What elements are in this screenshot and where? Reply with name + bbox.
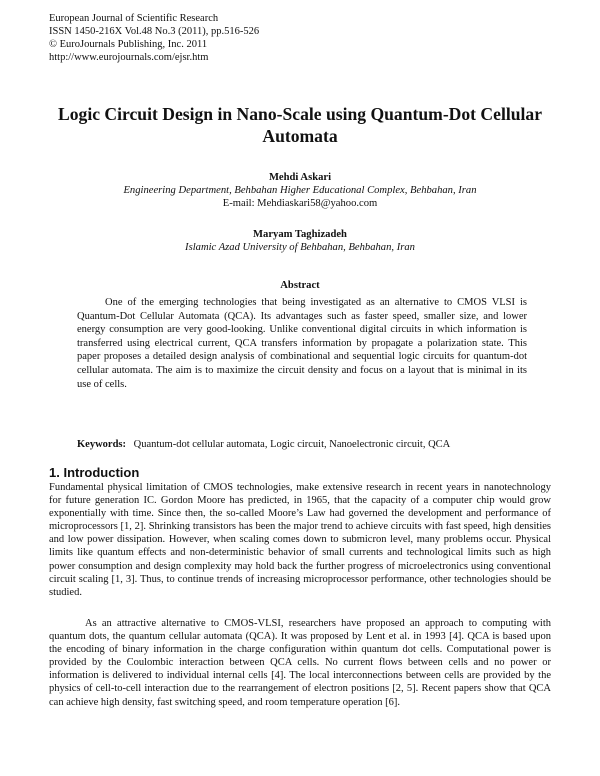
author-affiliation: Islamic Azad University of Behbahan, Behbahan, Iran [185,242,415,253]
author-email[interactable]: E-mail: Mehdiaskari58@yahoo.com [222,198,378,209]
keywords-line [77,439,450,450]
author-block-2 [30,228,570,254]
author-affiliation: Engineering Department, Behbahan Higher Educational Complex, Behbahan, Iran [123,185,477,196]
journal-header [49,12,259,64]
section-heading: 1. Introduction [49,465,140,480]
intro-paragraph-1: Fundamental physical limitation of CMOS technologies, make extensive research in recent years in nanotechnology for future generation IC. Gordon Moore has predicted, in 1965, that the capacity of a computer chip would grow exponentially with time. Since then, the so-called Moore’s Law had governed the development and performance of microprocessors [1, 2]. Shrinking transistors has been the major trend to achieve circuits with fast speed, high densities and low power dissipation. However, when scaling comes down to submicron level, many problems occur. Physical limits like quantum effects and non-deterministic behavior of small currents and technological limits such as high power consumption and design complexity may hold back the further progress of microelectronics using conventional circuit scaling [1, 3]. Thus, to continue trends of increasing microprocessor performance, other technologies should be studied. [49,482,551,598]
keywords-label: Keywords: [77,439,126,450]
keywords-text: Quantum-dot cellular automata, Logic circuit, Nanoelectronic circuit, QCA [133,439,451,450]
author-name: Mehdi Askari [268,172,332,183]
intro-paragraph-2: As an attractive alternative to CMOS-VLSI, researchers have proposed an approach to computing with quantum dots, the quantum cellular automata (QCA). It was proposed by Lent et al. in 1993 [4]. QCA is based upon the encoding of binary information in the charge configuration within quantum dot cells. Computational power is provided by the Coulombic interaction between QCA cells. No current flows between cells and no power or information is delivered to individual internal cells [4]. The local interconnections between cells are provided by the physics of cell-to-cell interaction due to the rearrangement of electron positions [2, 5]. Recent papers show that QCA can achieve high density, fast switching speed, and room temperature operation [6]. [49,618,551,708]
journal-issn: ISSN 1450-216X Vol.48 No.3 (2011), pp.516-526 [49,26,260,37]
journal-publisher: © EuroJournals Publishing, Inc. 2011 [49,39,208,50]
journal-name: European Journal of Scientific Research [49,13,219,24]
abstract-text: One of the emerging technologies that being investigated as an alternative to CMOS VLSI is Quantum-Dot Cellular Automata (QCA). Its advantages such as faster speed, smaller size, and lower energy consumption are very good-looking. Unlike conventional digital circuits in which information is transferred using electrical current, QCA transfers information by propagate a polarization state. This paper proposes a detailed design analysis of combinational and sequential logic circuits for quantum-dot cellular automata. The aim is to maximize the circuit density and focus on a layout that is minimal in its use of cells. [77,297,527,390]
author-name: Maryam Taghizadeh [253,229,347,240]
journal-url[interactable]: http://www.eurojournals.com/ejsr.htm [49,52,209,63]
paper-title: Logic Circuit Design in Nano-Scale using Quantum-Dot Cellular Automata [57,104,543,146]
abstract-heading: Abstract [280,280,320,291]
author-block-1 [30,171,570,210]
